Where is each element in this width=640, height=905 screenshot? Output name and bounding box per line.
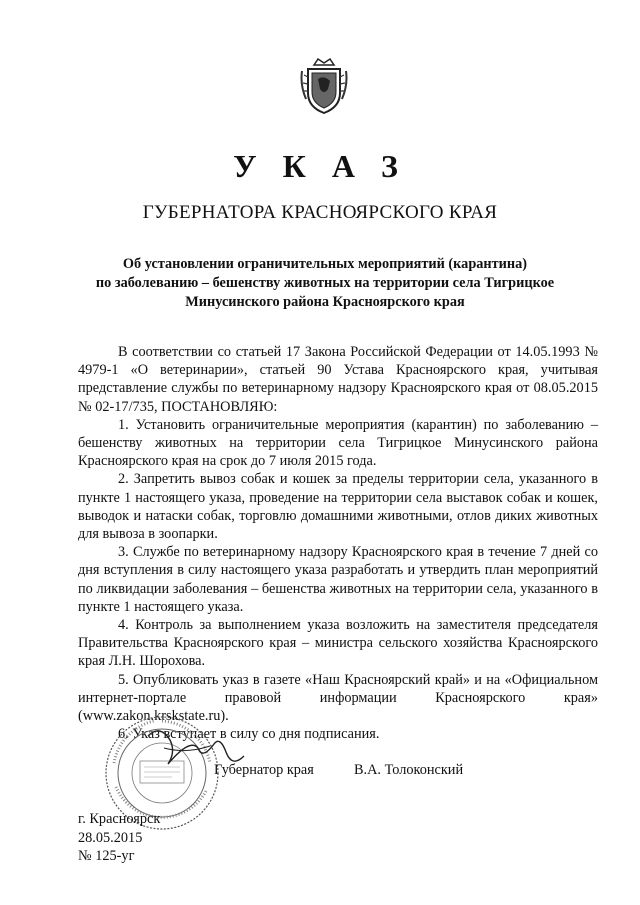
decree-subtitle: ГУБЕРНАТОРА КРАСНОЯРСКОГО КРАЯ: [142, 202, 498, 223]
item-paragraph: 1. Установить ограничительные мероприятия (карантин) по заболеванию – бешенству животных на территории села Тигрицкое Минусинского района Красноярского края на срок до 7 июля 2015 года.: [78, 416, 598, 470]
decree-body: [78, 343, 598, 743]
signature-name: В.А. Толоконский: [354, 762, 464, 778]
heading-line: Минусинского района Красноярского края: [185, 294, 465, 310]
coat-of-arms-icon: [300, 55, 348, 117]
item-paragraph: 6. Указ вступает в силу со дня подписания.: [118, 726, 380, 743]
decree-footer: [78, 810, 160, 866]
decree-title: У К А З: [233, 148, 407, 184]
heading-line: Об установлении ограничительных мероприятий (карантина): [122, 256, 528, 272]
preamble-paragraph: В соответствии со статьей 17 Закона Российской Федерации от 14.05.1993 № 4979-1 «О ветеринарии», статьей 90 Устава Красноярского края, учитывая представление службы по ветеринарному надзору Красноярского края от 08.05.2015 № 02-17/735, ПОСТАНОВЛЯЮ:: [78, 344, 598, 415]
item-paragraph: 4. Контроль за выполнением указа возложить на заместителя председателя Правительства Красноярского края – министра сельского хозяйства Красноярского края Л.Н. Шорохова.: [78, 617, 598, 670]
heading-line: по заболеванию – бешенству животных на территории села Тигрицкое: [95, 275, 555, 291]
item-paragraph: 2. Запретить вывоз собак и кошек за пределы территории села, указанного в пункте 1 настоящего указа, проведение на территории села выставок собак и кошек, выводок и натаски собак, торговлю домашними животными, отлов диких животных для вывоза в зоопарки.: [78, 471, 598, 543]
signature-position: Губернатор края: [214, 762, 314, 778]
decree-heading: [90, 255, 560, 312]
footer-city: г. Красноярск: [78, 811, 161, 827]
footer-date: 28.05.2015: [78, 829, 143, 846]
item-paragraph: 5. Опубликовать указ в газете «Наш Красноярский край» и на «Официальном интернет-портале правовой информации Красноярского края» (www.zakon.krskstate.ru).: [78, 671, 598, 725]
footer-number: № 125-уг: [78, 848, 135, 864]
item-paragraph: 3. Службе по ветеринарному надзору Красноярского края в течение 7 дней со дня вступления в силу настоящего указа разработать и утвердить план мероприятий по ликвидации заболевания – бешенства животных на территории села, указанного в пункте 1 настоящего указа.: [78, 544, 598, 615]
